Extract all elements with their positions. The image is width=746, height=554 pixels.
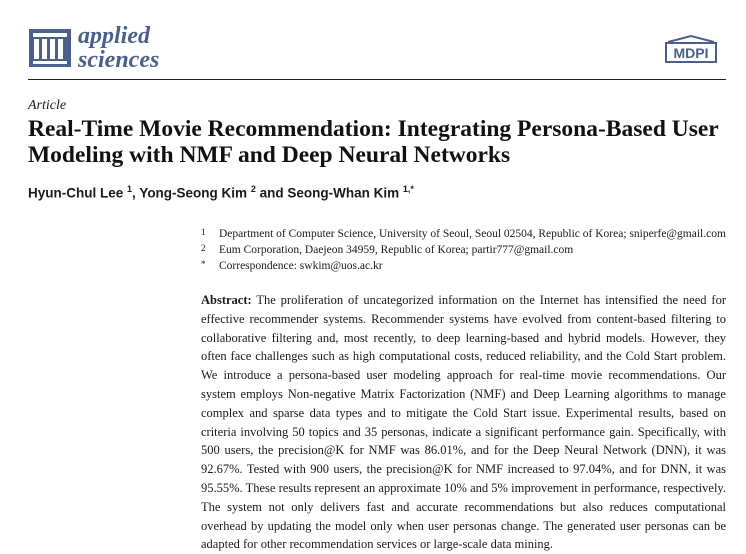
paper-title: Real-Time Movie Recommendation: Integrating Persona-Based User Modeling with NMF and Deep Neural Networks bbox=[28, 116, 719, 168]
author-separator: and bbox=[255, 185, 288, 201]
author-name[interactable]: Hyun-Chul Lee bbox=[28, 185, 124, 201]
abstract-text: The proliferation of uncategorized information on the Internet has intensified the need for effective recommender systems. Recommender systems have evolved from content-based filtering to collaborative filtering and, most recently, to deep learning-based and hybrid models. However, they often face challenges such as high computational costs, reduced reliability, and the Cold Start problem. We introduce a persona-based user modeling approach for real-time movie recommendations. Our system employs Non-negative Matrix Factorization (NMF) and Deep Learning algorithms to manage complex and sparse data types and to mitigate the Cold Start issue. Experimental results, based on criteria involving 50 topics and 35 personas, indicate a significant performance gain. Specifically, with 500 users, the precision@K for NMF was 86.01%, and for the Deep Neural Network (DNN), it was 92.67%. Tested with 900 users, the precision@K for NMF increased to 97.04%, and for DNN, it was 95.55%. These results represent an approximate 10% and 5% improvement in performance, respectively. The system not only delivers fast and accurate recommendations but also reduces computational overhead by updating the model only when user personas change. The generated user personas can be adapted for other recommendation services or large-scale data mining. bbox=[201, 293, 726, 552]
author-name[interactable]: Yong-Seong Kim bbox=[139, 185, 248, 201]
journal-logo[interactable] bbox=[28, 24, 159, 72]
journal-name bbox=[78, 24, 159, 72]
header-divider bbox=[28, 79, 726, 80]
correspondence-text: Correspondence: swkim@uos.ac.kr bbox=[219, 260, 383, 272]
affiliation-list bbox=[201, 226, 731, 274]
mdpi-logo-text: MDPI bbox=[673, 45, 709, 61]
author-affiliation-mark: 1 bbox=[127, 184, 133, 194]
affiliation-item bbox=[201, 242, 731, 258]
author-affiliation-mark: 2 bbox=[250, 184, 256, 194]
article-type: Article bbox=[28, 98, 67, 113]
journal-name-line1: applied bbox=[78, 23, 150, 49]
affiliation-mark: 2 bbox=[201, 243, 206, 253]
author-affiliation-mark: 1,* bbox=[402, 184, 414, 194]
affiliation-mark: 1 bbox=[201, 227, 206, 237]
affiliation-text: Eum Corporation, Daejeon 34959, Republic of Korea; partir777@gmail.com bbox=[219, 244, 574, 256]
abstract-label: Abstract: bbox=[201, 293, 252, 307]
affiliation-mark: * bbox=[201, 259, 206, 269]
affiliation-text: Department of Computer Science, University of Seoul, Seoul 02504, Republic of Korea; sniperfe@gmail.com bbox=[219, 228, 726, 240]
journal-emblem-icon bbox=[28, 28, 72, 68]
author-separator: , bbox=[132, 185, 140, 201]
author-list bbox=[28, 184, 414, 201]
affiliation-item bbox=[201, 226, 731, 242]
author-name[interactable]: Seong-Whan Kim bbox=[287, 185, 400, 201]
affiliation-item bbox=[201, 258, 731, 274]
journal-name-line2: sciences bbox=[78, 47, 160, 73]
abstract bbox=[201, 291, 726, 554]
journal-header bbox=[28, 24, 718, 78]
mdpi-logo[interactable] bbox=[664, 34, 718, 64]
